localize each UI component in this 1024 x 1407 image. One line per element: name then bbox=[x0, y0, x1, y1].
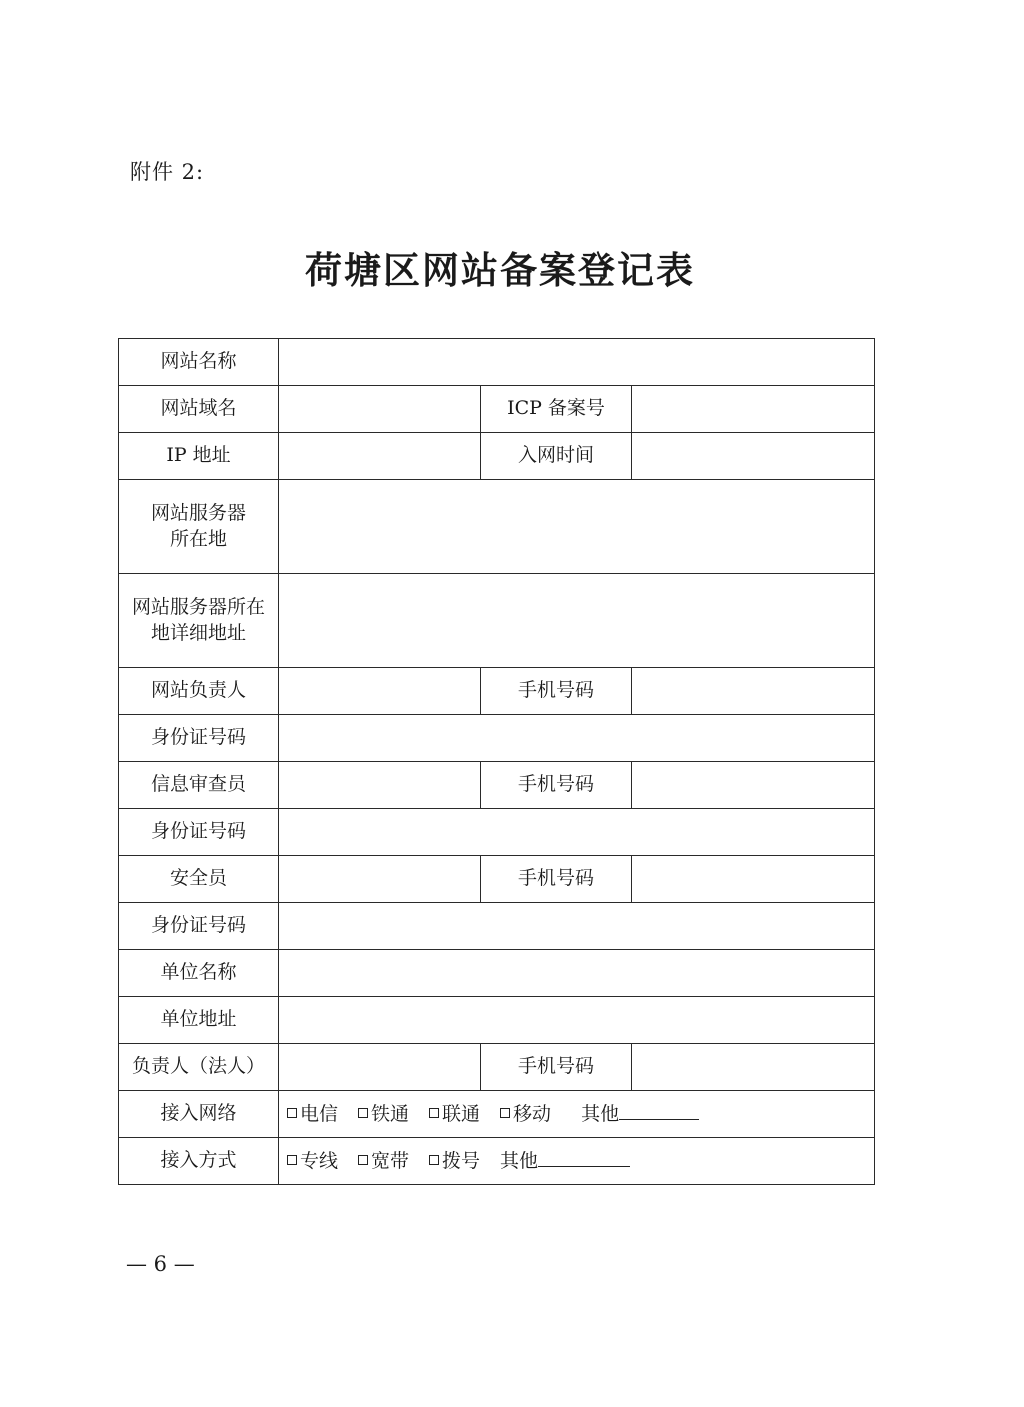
label-ip: IP 地址 bbox=[119, 433, 279, 480]
row-ip bbox=[119, 433, 875, 480]
row-access-method bbox=[119, 1138, 875, 1185]
registration-table bbox=[118, 338, 875, 1185]
network-other-label: 其他 bbox=[581, 1102, 620, 1125]
row-domain bbox=[119, 386, 875, 433]
network-option-mobile[interactable]: 移动 bbox=[500, 1102, 551, 1128]
label-legal-phone: 手机号码 bbox=[481, 1044, 632, 1091]
label-security-officer: 安全员 bbox=[119, 856, 279, 903]
network-option-tietong[interactable]: 铁通 bbox=[358, 1102, 409, 1128]
row-reviewer-id bbox=[119, 809, 875, 856]
field-server-address[interactable] bbox=[279, 574, 875, 668]
label-server-address-text: 网站服务器所在地详细地址 bbox=[131, 595, 265, 644]
checkbox[interactable] bbox=[358, 1108, 368, 1118]
row-owner-id bbox=[119, 715, 875, 762]
field-legal-person[interactable] bbox=[279, 1044, 481, 1091]
label-owner-id: 身份证号码 bbox=[119, 715, 279, 762]
field-site-name[interactable] bbox=[279, 339, 875, 386]
label-security-id: 身份证号码 bbox=[119, 903, 279, 950]
row-server-location bbox=[119, 480, 875, 574]
field-reviewer[interactable] bbox=[279, 762, 481, 809]
checkbox[interactable] bbox=[287, 1155, 297, 1165]
row-security-id bbox=[119, 903, 875, 950]
field-site-owner[interactable] bbox=[279, 668, 481, 715]
label-site-owner: 网站负责人 bbox=[119, 668, 279, 715]
network-option-telecom[interactable]: 电信 bbox=[287, 1102, 338, 1128]
label-org-name: 单位名称 bbox=[119, 950, 279, 997]
field-reviewer-phone[interactable] bbox=[632, 762, 875, 809]
network-options bbox=[279, 1091, 875, 1138]
row-org-address bbox=[119, 997, 875, 1044]
field-ip[interactable] bbox=[279, 433, 481, 480]
field-security-id[interactable] bbox=[279, 903, 875, 950]
label-server-location-text: 网站服务器所在地 bbox=[150, 501, 246, 550]
access-other-label: 其他 bbox=[500, 1149, 539, 1172]
form-title: 荷塘区网站备案登记表 bbox=[305, 248, 695, 292]
row-reviewer bbox=[119, 762, 875, 809]
field-reviewer-id[interactable] bbox=[279, 809, 875, 856]
label-server-location bbox=[119, 480, 279, 574]
row-org-name bbox=[119, 950, 875, 997]
field-security-officer[interactable] bbox=[279, 856, 481, 903]
label-server-address bbox=[119, 574, 279, 668]
label-org-address: 单位地址 bbox=[119, 997, 279, 1044]
field-legal-phone[interactable] bbox=[632, 1044, 875, 1091]
label-join-time: 入网时间 bbox=[481, 433, 632, 480]
checkbox[interactable] bbox=[358, 1155, 368, 1165]
field-owner-id[interactable] bbox=[279, 715, 875, 762]
checkbox[interactable] bbox=[429, 1108, 439, 1118]
row-site-owner bbox=[119, 668, 875, 715]
label-owner-phone: 手机号码 bbox=[481, 668, 632, 715]
label-domain: 网站域名 bbox=[119, 386, 279, 433]
label-reviewer-id: 身份证号码 bbox=[119, 809, 279, 856]
row-security-officer bbox=[119, 856, 875, 903]
checkbox[interactable] bbox=[287, 1108, 297, 1118]
field-security-phone[interactable] bbox=[632, 856, 875, 903]
field-join-time[interactable] bbox=[632, 433, 875, 480]
access-options bbox=[279, 1138, 875, 1185]
checkbox[interactable] bbox=[500, 1108, 510, 1118]
row-network bbox=[119, 1091, 875, 1138]
access-other-field[interactable] bbox=[538, 1148, 630, 1167]
label-security-phone: 手机号码 bbox=[481, 856, 632, 903]
access-option-dedicated[interactable]: 专线 bbox=[287, 1149, 338, 1175]
label-network: 接入网络 bbox=[119, 1091, 279, 1138]
field-server-location[interactable] bbox=[279, 480, 875, 574]
row-server-address bbox=[119, 574, 875, 668]
label-access-method: 接入方式 bbox=[119, 1138, 279, 1185]
label-reviewer-phone: 手机号码 bbox=[481, 762, 632, 809]
access-option-broadband[interactable]: 宽带 bbox=[358, 1149, 409, 1175]
access-option-dialup[interactable]: 拨号 bbox=[429, 1149, 480, 1175]
network-option-unicom[interactable]: 联通 bbox=[429, 1102, 480, 1128]
row-legal-person bbox=[119, 1044, 875, 1091]
row-site-name bbox=[119, 339, 875, 386]
field-org-address[interactable] bbox=[279, 997, 875, 1044]
label-legal-person: 负责人（法人） bbox=[119, 1044, 279, 1091]
page-number: — 6 — bbox=[126, 1252, 195, 1276]
label-site-name: 网站名称 bbox=[119, 339, 279, 386]
field-owner-phone[interactable] bbox=[632, 668, 875, 715]
label-icp: ICP 备案号 bbox=[481, 386, 632, 433]
field-icp[interactable] bbox=[632, 386, 875, 433]
field-domain[interactable] bbox=[279, 386, 481, 433]
checkbox[interactable] bbox=[429, 1155, 439, 1165]
label-reviewer: 信息审查员 bbox=[119, 762, 279, 809]
field-org-name[interactable] bbox=[279, 950, 875, 997]
network-other-field[interactable] bbox=[619, 1101, 699, 1120]
attachment-label: 附件 2: bbox=[130, 160, 205, 184]
